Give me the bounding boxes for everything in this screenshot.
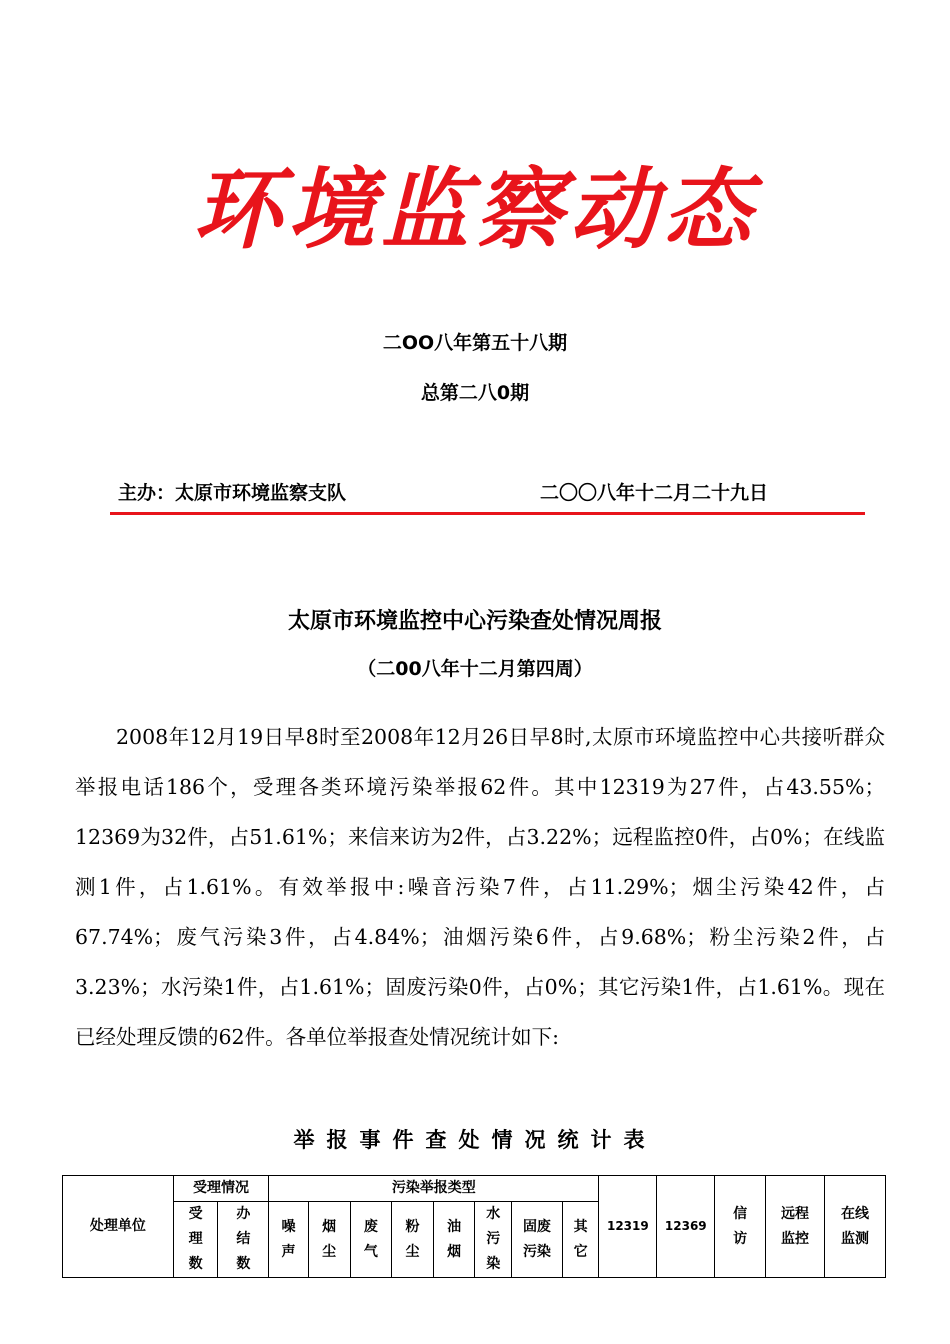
- header-12369: 12369: [657, 1176, 715, 1278]
- header-pollution-types: 污染举报类型: [269, 1176, 599, 1202]
- publish-date: 二〇〇八年十二月二十九日: [540, 482, 769, 504]
- header-divider: [110, 512, 865, 515]
- header-smoke: 烟尘: [308, 1202, 350, 1278]
- sponsor: 主办：太原市环境监察支队: [118, 482, 347, 504]
- header-water: 水污染: [475, 1202, 512, 1278]
- report-body: 2008年12月19日早8时至2008年12月26日早8时,太原市环境监控中心共接听群众举报电话186个，受理各类环境污染举报62件。其中12319为27件，占43.55%；12369为32件，占51.61%；来信来访为2件，占3.22%；远程监控0件，占0%；在线监测1件，占1.61%。有效举报中:噪音污染7件，占11.29%；烟尘污染42件，占67.74%；废气污染3件，占4.84%；油烟污染6件，占9.68%；粉尘污染2件，占3.23%；水污染1件，占1.61%；固废污染0件，占0%；其它污染1件，占1.61%。现在已经处理反馈的62件。各单位举报查处情况统计如下:: [75, 725, 885, 1049]
- header-noise: 噪声: [269, 1202, 309, 1278]
- report-title: 太原市环境监控中心污染查处情况周报: [287, 609, 662, 634]
- issue-number: 二OO八年第五十八期: [382, 332, 568, 354]
- header-exhaust: 废气: [350, 1202, 392, 1278]
- header-closed: 办结数: [218, 1202, 269, 1278]
- header-online: 在线监测: [824, 1176, 885, 1278]
- statistics-table: [62, 1175, 886, 1278]
- header-remote: 远程监控: [766, 1176, 825, 1278]
- header-unit: 处理单位: [63, 1176, 174, 1278]
- header-other: 其它: [562, 1202, 599, 1278]
- header-letters: 信访: [715, 1176, 766, 1278]
- total-issue-number: 总第二八0期: [420, 382, 530, 404]
- header-acceptance: 受理情况: [173, 1176, 269, 1202]
- header-solid: 固废污染: [512, 1202, 563, 1278]
- header-dust: 粉尘: [392, 1202, 434, 1278]
- header-fumes: 油烟: [433, 1202, 475, 1278]
- report-subtitle: （二00八年十二月第四周）: [357, 658, 593, 680]
- header-accepted: 受理数: [173, 1202, 218, 1278]
- masthead-title: 环境监察动态: [192, 157, 757, 261]
- header-12319: 12319: [599, 1176, 657, 1278]
- table-title: 举报事件查处情况统计表: [293, 1128, 657, 1152]
